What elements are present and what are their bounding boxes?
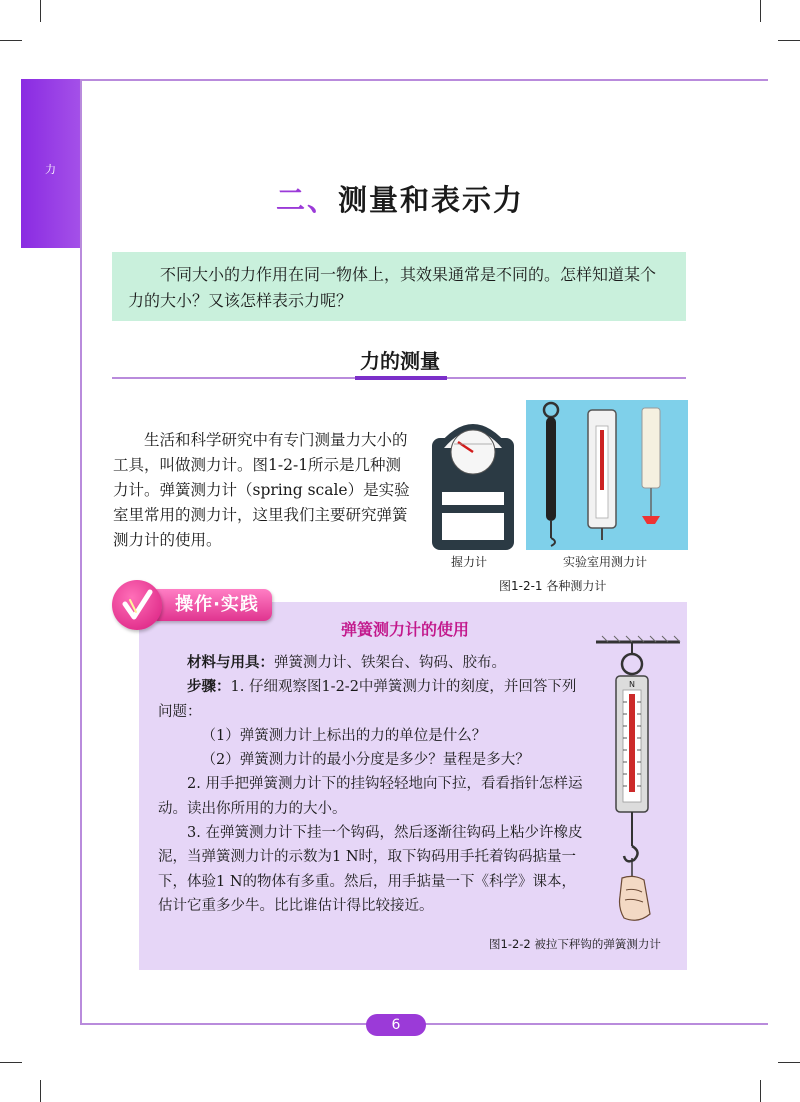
step1-text: 1. 仔细观察图1-2-2中弹簧测力计的刻度，并回答下列问题： [158, 679, 577, 720]
step1-line [158, 675, 584, 724]
crop-mark [778, 1062, 800, 1063]
force-meters-photo [418, 400, 688, 550]
crop-mark [0, 1062, 22, 1063]
figure2-caption: 图1-2-2 被拉下秤钩的弹簧测力计 [489, 937, 661, 951]
question1: （1）弹簧测力计上标出的力的单位是什么？ [201, 727, 487, 744]
crop-mark [40, 1080, 41, 1102]
grip-dynamometer-icon [432, 424, 514, 550]
spring-scale-diagram [592, 632, 684, 942]
practice-title: 弹簧测力计的使用 [340, 620, 469, 639]
step2: 2. 用手把弹簧测力计下的挂钩轻轻地向下拉，看看指针怎样运动。读出你所用的力的大小。 [158, 776, 583, 817]
subsection-underline-accent [355, 376, 447, 380]
section-title [230, 178, 570, 219]
page-frame-top [80, 79, 768, 81]
page-number: 6 [366, 1014, 426, 1036]
materials-text: 弹簧测力计、铁架台、钩码、胶布。 [274, 655, 506, 671]
page-frame-left [80, 79, 82, 1023]
crop-mark [760, 0, 761, 22]
figure1-caption: 图1-2-1 各种测力计 [499, 579, 607, 593]
crop-mark [0, 40, 22, 41]
scale-unit-letter: N [629, 680, 635, 689]
lab-spring-scale-icon [588, 410, 616, 540]
section-title-text: 测量和表示力 [338, 183, 525, 217]
figure1-label-left: 握力计 [451, 555, 488, 569]
intro-text: 不同大小的力作用在同一物体上，其效果通常是不同的。怎样知道某个力的大小？又该怎样表示力呢？ [128, 265, 657, 310]
materials-label: 材料与用具： [187, 655, 274, 671]
chapter-side-tab [21, 79, 80, 248]
intro-box [112, 252, 686, 321]
crop-mark [40, 0, 41, 22]
chapter-side-tab-label: 力 [45, 163, 56, 176]
practice-badge-label: 操作·实践 [175, 594, 259, 615]
section-number: 二、 [275, 183, 338, 217]
crop-mark [760, 1080, 761, 1102]
step3: 3. 在弹簧测力计下挂一个钩码，然后逐渐往钩码上粘少许橡皮泥，当弹簧测力计的示数为1 N时，取下钩码用手托着钩码掂量一下，体验1 N的物体有多重。然后，用手掂量一下《科学》课本，估计它重多少牛。比比谁估计得比较接近。 [158, 825, 583, 914]
subsection-title: 力的测量 [360, 349, 440, 373]
steps-label: 步骤： [187, 679, 231, 696]
body-paragraph [113, 428, 413, 553]
question2: （2）弹簧测力计的最小分度是多少？量程是多大？ [201, 752, 530, 769]
materials-line [158, 651, 584, 675]
figure1-label-right: 实验室用测力计 [563, 555, 648, 569]
crop-mark [778, 40, 800, 41]
body-paragraph-text: 生活和科学研究中有专门测量力大小的工具，叫做测力计。图1-2-1所示是几种测力计。弹簧测力计（spring scale）是实验室里常用的测力计，这里我们主要研究弹簧测力计的使用。 [113, 431, 410, 549]
practice-content [158, 651, 584, 918]
practice-badge-icon [112, 580, 162, 630]
